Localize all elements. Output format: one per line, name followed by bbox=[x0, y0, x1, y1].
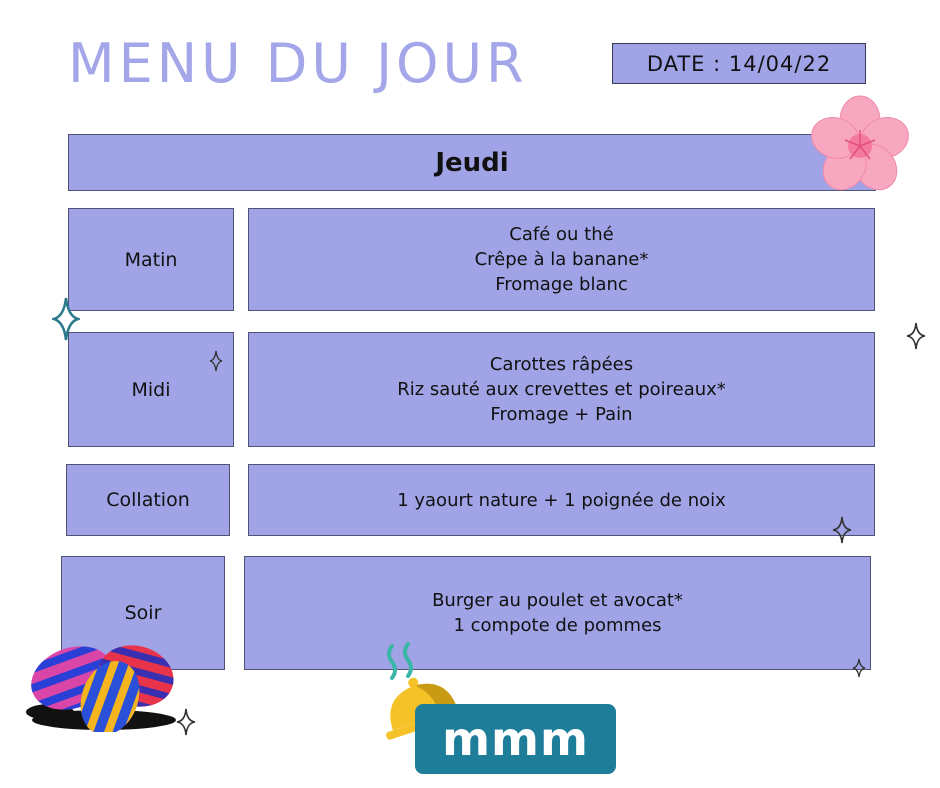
sparkle-icon bbox=[906, 322, 926, 350]
menu-item: Carottes râpées bbox=[489, 354, 634, 375]
menu-item: Riz sauté aux crevettes et poireaux* bbox=[397, 379, 726, 400]
date-label: DATE : 14/04/22 bbox=[646, 51, 832, 76]
meal-content-midi bbox=[248, 332, 875, 447]
flower-icon bbox=[806, 94, 914, 194]
day-label: Jeudi bbox=[435, 147, 509, 178]
menu-item: Burger au poulet et avocat* bbox=[432, 590, 683, 611]
menu-item: Café ou thé bbox=[509, 224, 614, 245]
page-title: MENU DU JOUR bbox=[68, 32, 528, 95]
sparkle-icon bbox=[832, 516, 852, 544]
menu-item: Crêpe à la banane* bbox=[474, 249, 649, 270]
meal-label-soir: Soir bbox=[61, 556, 225, 670]
sparkle-icon bbox=[852, 658, 866, 678]
brand-logo bbox=[415, 704, 616, 774]
menu-item: Fromage + Pain bbox=[490, 404, 633, 425]
sparkle-icon bbox=[52, 296, 80, 342]
meal-content-matin bbox=[248, 208, 875, 311]
meal-label-midi: Midi bbox=[68, 332, 234, 447]
sparkle-icon bbox=[209, 350, 223, 372]
meal-label-collation: Collation bbox=[66, 464, 230, 536]
easter-eggs-icon bbox=[14, 640, 180, 732]
date-box bbox=[612, 43, 866, 84]
day-header bbox=[68, 134, 876, 191]
brand-logo-text: mmm bbox=[442, 712, 589, 766]
meal-content-soir bbox=[244, 556, 871, 670]
menu-item: 1 yaourt nature + 1 poignée de noix bbox=[397, 489, 726, 511]
menu-item: 1 compote de pommes bbox=[453, 615, 662, 636]
menu-item: Fromage blanc bbox=[495, 274, 628, 295]
meal-content-collation bbox=[248, 464, 875, 536]
meal-label-matin: Matin bbox=[68, 208, 234, 311]
